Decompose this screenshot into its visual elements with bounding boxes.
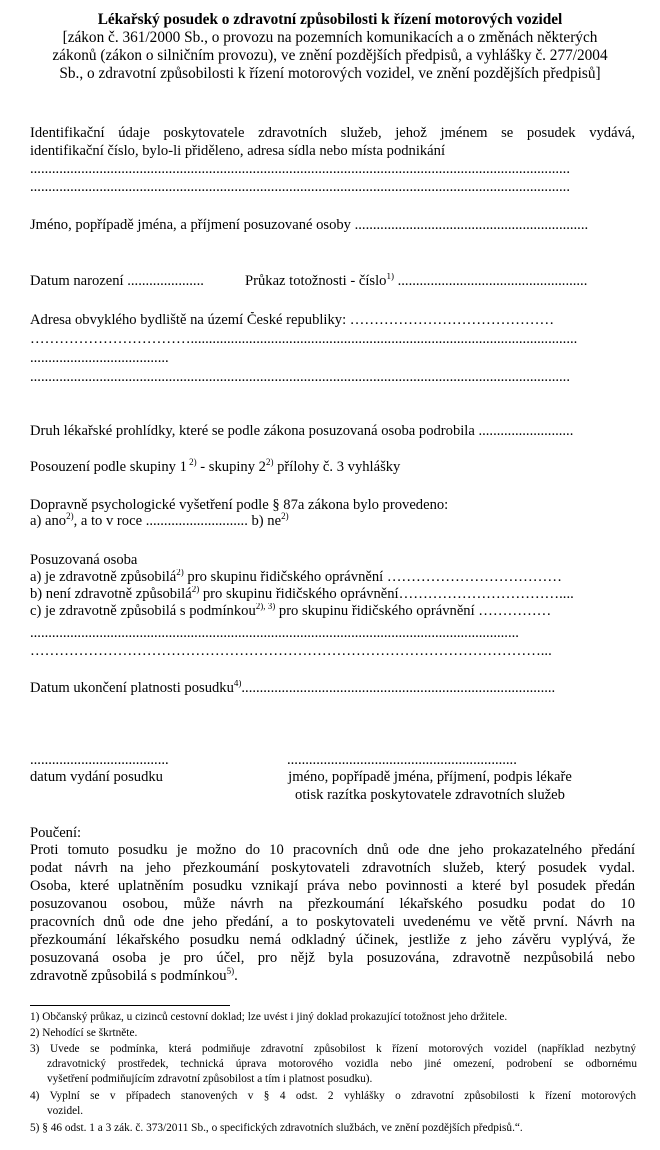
psych-year-and-no-option[interactable]: , a to v roce ............................ b) ne [73, 513, 282, 529]
psych-yes-footnote-ref: 2) [66, 511, 74, 522]
validity-dots: ...................................................................................... [241, 680, 556, 696]
address-field-line-4[interactable]: .................................................................................................................................................... [30, 369, 570, 385]
option-conditional[interactable] [30, 603, 635, 620]
provider-label-line-2: identifikační číslo, bylo-li přiděleno, adresa sídla nebo místa podnikání [30, 143, 446, 159]
legal-basis-line-2: zákonů (zákon o silničním provozu), ve znění pozdějších předpisů, a vyhlášky č. 277/2004 [52, 47, 608, 64]
document-title: Lékařský posudek o zdravotní způsobilosti k řízení motorových vozidel [97, 11, 563, 28]
footnote-4-line-1: 4) Vyplní se v případech stanovených v § 4 odst. 2 vyhlášky o zdravotní způsobilosti k řízení motorových [30, 1090, 636, 1102]
issue-date-dots[interactable]: ...................................... [30, 752, 169, 768]
notice-footnote-ref: 5) [226, 966, 235, 977]
option-unfit-label: b) není zdravotně způsobilá [30, 586, 192, 602]
person-name-field[interactable]: Jméno, popřípadě jména, a příjmení posuzované osoby ................................................................ [30, 217, 589, 233]
notice-last-period: . [234, 968, 238, 984]
validity-end-date-label: Datum ukončení platnosti posudku [30, 680, 234, 696]
footnote-1: 1) Občanský průkaz, u cizinců cestovní doklad; lze uvést i jiný doklad prokazující totožnost jeho držitele. [30, 1011, 508, 1023]
footnote-divider [30, 1005, 230, 1006]
address-field-line-3[interactable]: ...................................... [30, 350, 169, 366]
notice-line: podat návrh na jeho přezkoumání poskytovateli zdravotních služeb, který posudek vydal. [30, 860, 635, 876]
group-1-footnote-ref: 2) [186, 457, 197, 468]
legal-basis-line-1: [zákon č. 361/2000 Sb., o provozu na pozemních komunikacích a o změnách některých [62, 29, 598, 46]
option-unfit-footnote-ref: 2) [191, 586, 200, 595]
option-unfit[interactable] [30, 586, 635, 603]
birth-date-field[interactable]: Datum narození ..................... [30, 273, 204, 289]
option-fit[interactable] [30, 569, 635, 586]
psych-exam-options[interactable] [30, 513, 635, 530]
option-conditional-group-field[interactable]: pro skupinu řidičského oprávnění …………… [275, 603, 552, 619]
group-2-footnote-ref: 2) [265, 457, 274, 468]
psych-no-footnote-ref: 2) [281, 511, 289, 522]
option-conditional-label: c) je zdravotně způsobilá s podmínkou [30, 603, 256, 619]
notice-line: posuzovaná osoba je pro účel, pro nějž byla posuzována, zdravotně nezpůsobilá nebo [30, 950, 635, 966]
option-conditional-footnote-ref: 2), 3) [255, 603, 276, 612]
id-document-dots: .................................................... [393, 273, 588, 289]
group-2-label: - skupiny 2 [196, 459, 266, 475]
provider-field-dots-2[interactable]: .................................................................................................................................................... [30, 179, 570, 195]
footnote-3-line-2: zdravotnický prostředek, technická úprava motorového vozidla nebo jiné omezení, podrobení se odbornému [47, 1058, 637, 1070]
notice-heading: Poučení: [30, 825, 82, 841]
provider-stamp-label: otisk razítka poskytovatele zdravotních služeb [295, 787, 565, 803]
notice-line: Osoba, které uplatněním posudku vznikají práva nebo povinnosti a které byl posudek předán [30, 878, 635, 894]
validity-end-date-field[interactable] [30, 680, 635, 697]
footnote-4-line-2: vozidel. [47, 1105, 84, 1117]
footnote-2: 2) Nehodící se škrtněte. [30, 1027, 138, 1039]
provider-label-line-1: Identifikační údaje poskytovatele zdravotních služeb, jehož jménem se posudek vydává, [30, 125, 635, 141]
notice-line: posuzovanou osobou, může návrh na přezkoumání lékařského posudku podat do 10 [30, 896, 635, 912]
psych-exam-label: Dopravně psychologické vyšetření podle § 87a zákona bylo provedeno: [30, 497, 449, 513]
group-1-label: Posouzení podle skupiny 1 [30, 459, 187, 475]
assessed-person-label: Posuzovaná osoba [30, 552, 138, 568]
footnote-3-line-1: 3) Uvede se podmínka, která podmiňuje zdravotní způsobilost k řízení motorových vozidel (například nezbytný [30, 1043, 636, 1055]
issue-date-label: datum vydání posudku [30, 769, 163, 785]
notice-line: Proti tomuto posudku je možno do 10 pracovních dnů ode dne jeho prokazatelného předání [30, 842, 635, 858]
id-document-field[interactable] [245, 273, 640, 290]
notice-line: pracovních dnů ode dne jeho předání, a to poskytovateli uvedenému ve větě první. Návrh na [30, 914, 635, 930]
option-unfit-group-field[interactable]: pro skupinu řidičského oprávnění…………………………….... [199, 586, 574, 602]
footnote-5: 5) § 46 odst. 1 a 3 zák. č. 373/2011 Sb., o specifických zdravotních službách, ve znění pozdějších předpisů.“. [30, 1122, 523, 1134]
assessment-group-line [30, 459, 635, 476]
validity-footnote-ref: 4) [233, 680, 242, 689]
psych-yes-option[interactable]: a) ano [30, 513, 67, 529]
doctor-signature-dots[interactable]: ............................................................... [287, 752, 517, 768]
address-field-line-1[interactable]: Adresa obvyklého bydliště na území České republiky: …………………………………… [30, 312, 555, 328]
doctor-signature-label: jméno, popřípadě jména, příjmení, podpis lékaře [288, 769, 572, 785]
option-fit-group-field[interactable]: pro skupinu řidičského oprávnění ……………………………… [183, 569, 562, 585]
address-field-line-2[interactable]: …………………………….......................................................................................................... [30, 331, 578, 347]
provider-field-dots-1[interactable]: .................................................................................................................................................... [30, 161, 570, 177]
id-document-label: Průkaz totožnosti - číslo [245, 273, 387, 289]
footnote-3-line-3: vyšetření podmiňujícím zdravotní způsobilost a tím i platnost posudku). [47, 1073, 373, 1085]
option-fit-footnote-ref: 2) [176, 569, 184, 578]
condition-field-line-2[interactable]: ……………………………………………………………………………………………... [30, 643, 552, 659]
legal-basis-line-3: Sb., o zdravotní způsobilosti k řízení motorových vozidel, ve znění pozdějších předpisů] [59, 65, 601, 82]
notice-last-line [30, 968, 635, 985]
condition-field-line-1[interactable]: ...................................................................................................................................... [30, 625, 519, 641]
id-document-footnote-ref: 1) [386, 273, 394, 282]
exam-type-field[interactable]: Druh lékařské prohlídky, které se podle zákona posuzovaná osoba podrobila .......................... [30, 423, 574, 439]
notice-last-text: zdravotně způsobilá s podmínkou [30, 968, 227, 984]
notice-line: přezkoumání lékařského posudku nemá odkladný účinek, jestliže z jeho závěru vyplývá, že [30, 932, 635, 948]
option-fit-label: a) je zdravotně způsobilá [30, 569, 177, 585]
annex-label: přílohy č. 3 vyhlášky [273, 459, 401, 475]
